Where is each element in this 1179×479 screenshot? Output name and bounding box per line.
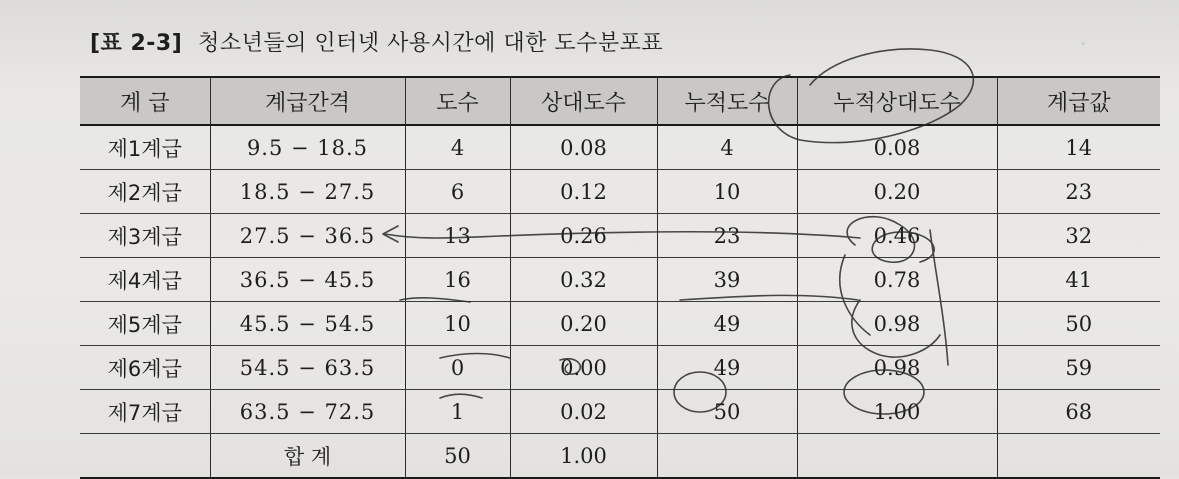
- col-header-class: 계 급: [80, 77, 210, 125]
- table-number: [표 2-3]: [90, 31, 183, 56]
- table-row: [80, 125, 1160, 170]
- table-row: [80, 390, 1160, 434]
- show-through-text: ·: [1080, 32, 1087, 56]
- table-row: [80, 302, 1160, 346]
- cumulative-relative-frequency-cell: 0.46: [797, 214, 997, 258]
- class-cell: 제4계급: [80, 258, 210, 302]
- col-header-frequency: 도수: [405, 77, 510, 125]
- cumulative-relative-frequency-cell: 0.08: [797, 125, 997, 170]
- cumulative-frequency-cell: 49: [657, 346, 797, 390]
- total-label: 합 계: [210, 434, 405, 479]
- col-header-cumulative-frequency: 누적도수: [657, 77, 797, 125]
- table-caption: [90, 26, 663, 57]
- class-cell: 제6계급: [80, 346, 210, 390]
- header-row: [80, 77, 1160, 125]
- cumulative-frequency-cell: 10: [657, 170, 797, 214]
- class-cell: 제2계급: [80, 170, 210, 214]
- relative-frequency-cell: 0.32: [510, 258, 657, 302]
- class-cell: 제7계급: [80, 390, 210, 434]
- total-relative-frequency: 1.00: [510, 434, 657, 479]
- frequency-table: [80, 76, 1160, 479]
- col-header-relative-frequency: 상대도수: [510, 77, 657, 125]
- cumulative-frequency-cell: 23: [657, 214, 797, 258]
- frequency-cell: 16: [405, 258, 510, 302]
- class-cell: 제5계급: [80, 302, 210, 346]
- frequency-cell: 0: [405, 346, 510, 390]
- table-row: [80, 170, 1160, 214]
- total-empty-cell: [80, 434, 210, 479]
- frequency-cell: 6: [405, 170, 510, 214]
- frequency-cell: 4: [405, 125, 510, 170]
- cumulative-relative-frequency-cell: 0.20: [797, 170, 997, 214]
- total-frequency: 50: [405, 434, 510, 479]
- class-mark-cell: 50: [997, 302, 1160, 346]
- table-title: 청소년들의 인터넷 사용시간에 대한 도수분포표: [198, 31, 664, 56]
- total-empty-cell: [797, 434, 997, 479]
- total-empty-cell: [657, 434, 797, 479]
- table-row: [80, 214, 1160, 258]
- cumulative-relative-frequency-cell: 1.00: [797, 390, 997, 434]
- col-header-class-mark: 계급값: [997, 77, 1160, 125]
- cumulative-relative-frequency-cell: 0.78: [797, 258, 997, 302]
- frequency-cell: 10: [405, 302, 510, 346]
- cumulative-frequency-cell: 50: [657, 390, 797, 434]
- interval-cell: 27.5 − 36.5: [210, 214, 405, 258]
- class-mark-cell: 14: [997, 125, 1160, 170]
- cumulative-frequency-cell: 4: [657, 125, 797, 170]
- interval-cell: 54.5 − 63.5: [210, 346, 405, 390]
- col-header-cumulative-relative-frequency: 누적상대도수: [797, 77, 997, 125]
- relative-frequency-cell: 0.12: [510, 170, 657, 214]
- total-row: [80, 434, 1160, 479]
- frequency-cell: 1: [405, 390, 510, 434]
- interval-cell: 45.5 − 54.5: [210, 302, 405, 346]
- interval-cell: 18.5 − 27.5: [210, 170, 405, 214]
- col-header-interval: 계급간격: [210, 77, 405, 125]
- cumulative-frequency-cell: 39: [657, 258, 797, 302]
- relative-frequency-cell: 0.08: [510, 125, 657, 170]
- relative-frequency-cell: 0.20: [510, 302, 657, 346]
- total-empty-cell: [997, 434, 1160, 479]
- class-mark-cell: 23: [997, 170, 1160, 214]
- relative-frequency-cell: 0.02: [510, 390, 657, 434]
- class-cell: 제3계급: [80, 214, 210, 258]
- frequency-cell: 13: [405, 214, 510, 258]
- cumulative-frequency-cell: 49: [657, 302, 797, 346]
- interval-cell: 9.5 − 18.5: [210, 125, 405, 170]
- relative-frequency-cell: 0.26: [510, 214, 657, 258]
- relative-frequency-cell: 0.00: [510, 346, 657, 390]
- class-cell: 제1계급: [80, 125, 210, 170]
- interval-cell: 36.5 − 45.5: [210, 258, 405, 302]
- interval-cell: 63.5 − 72.5: [210, 390, 405, 434]
- class-mark-cell: 59: [997, 346, 1160, 390]
- table-row: [80, 346, 1160, 390]
- table-row: [80, 258, 1160, 302]
- class-mark-cell: 68: [997, 390, 1160, 434]
- cumulative-relative-frequency-cell: 0.98: [797, 302, 997, 346]
- class-mark-cell: 41: [997, 258, 1160, 302]
- class-mark-cell: 32: [997, 214, 1160, 258]
- cumulative-relative-frequency-cell: 0.98: [797, 346, 997, 390]
